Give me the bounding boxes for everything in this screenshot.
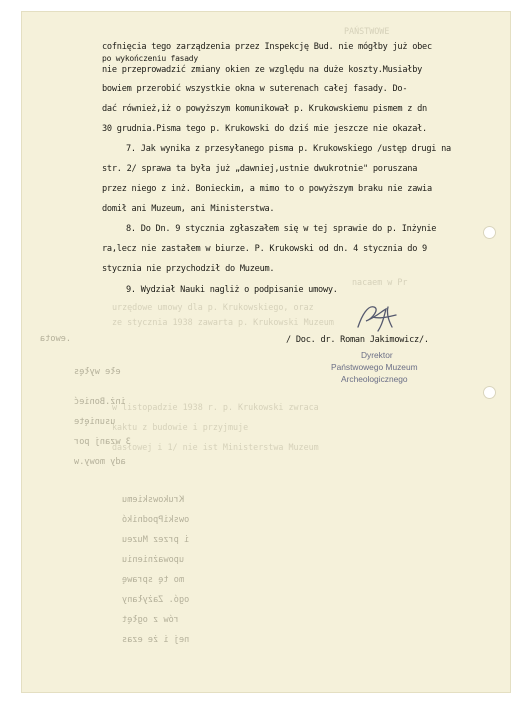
bleed-through-fragment: Krukowskiemu [122,495,185,505]
letter-line: 7. Jak wynika z przesyłanego pisma p. Krukowskiego /ustęp drugi na [126,144,451,154]
ghost-text: w listopadzie 1938 r. p. Krukowski zwraca [112,402,319,412]
bleed-through-fragment: .ewota [40,334,72,344]
letter-line: 9. Wydział Nauki nagliż o podpisanie umowy. [126,285,338,295]
ghost-text: ze stycznia 1938 zawarta p. Krukowski Muzeum [112,317,334,327]
ghost-text: kaktu z budowie i przyjmuje [112,422,249,432]
bleed-through-fragment: ogó. Zażyłany [122,595,190,605]
punch-hole [483,226,496,239]
bleed-through-fragment: owskiPpodnikó [122,515,190,525]
letter-line: dać również,iż o powyższym komunikował p. Krukowskiemu pismem z dn [102,104,427,114]
ghost-text: urzędowe umowy dla p. Krukowskiego, oraz [112,302,314,312]
bleed-through-fragment: mo tę sprawę [122,575,185,585]
bleed-through-fragment: usunięte [74,417,116,427]
stamp-line: Dyrektor [361,350,393,360]
letter-line: 30 grudnia.Pisma tego p. Krukowski do dziś mie jeszcze nie okazał. [102,124,427,134]
bleed-through-fragment: inż.Bonieć [74,397,126,407]
ghost-text: nacaem w Pr [352,277,408,287]
punch-hole [483,386,496,399]
letter-line: stycznia nie przychodził do Muzeum. [102,264,275,274]
bleed-through-fragment: i przez Muzeu [122,535,190,545]
document-page [22,12,510,692]
bleed-through-fragment: upoważnieniu [122,555,185,565]
stamp-line: Państwowego Muzeum [331,362,418,372]
letter-line: ra,lecz nie zastałem w biurze. P. Krukowski od dn. 4 stycznia do 9 [102,244,427,254]
bleed-through-fragment: ełe wyłęs [74,367,121,377]
bleed-through-fragment: 3 wzanj por [74,437,131,447]
faint-header-mark: PAŃSTWOWE [344,26,390,36]
bleed-through-fragment: ady mowy.w [74,457,126,467]
letter-line: domił ani Muzeum, ani Ministerstwa. [102,204,275,214]
bleed-through-fragment: rów z ogłęt [122,615,179,625]
letter-line: nie przeprowadzić zmiany okien ze względu na duże koszty.Musiałby [102,65,423,75]
letter-line: 8. Do Dn. 9 stycznia zgłaszałem się w tej sprawie do p. Inżynie [126,224,437,234]
bleed-through-fragment: nej i że ezas [122,635,190,645]
letter-line: cofnięcia tego zarządzenia przez Inspekcję Bud. nie mógłby już obec [102,42,432,52]
letter-line: bowiem przerobić wszystkie okna w suterenach całej fasady. Do- [102,84,408,94]
letter-line: przez niego z inż. Bonieckim, a mimo to o powyższym braku nie zawia [102,184,432,194]
letter-line: str. 2/ sprawa ta była już „dawniej,ustnie dwukrotnie" poruszana [102,164,418,174]
handwritten-signature [348,297,408,337]
stamp-line: Archeologicznego [341,374,408,384]
signature-name: / Doc. dr. Roman Jakimowicz/. [286,335,429,345]
ghost-text: dasłowej i 1/ nie ist Ministerstwa Muzeum [112,442,319,452]
letter-line: po wykończeniu fasady [102,54,198,63]
